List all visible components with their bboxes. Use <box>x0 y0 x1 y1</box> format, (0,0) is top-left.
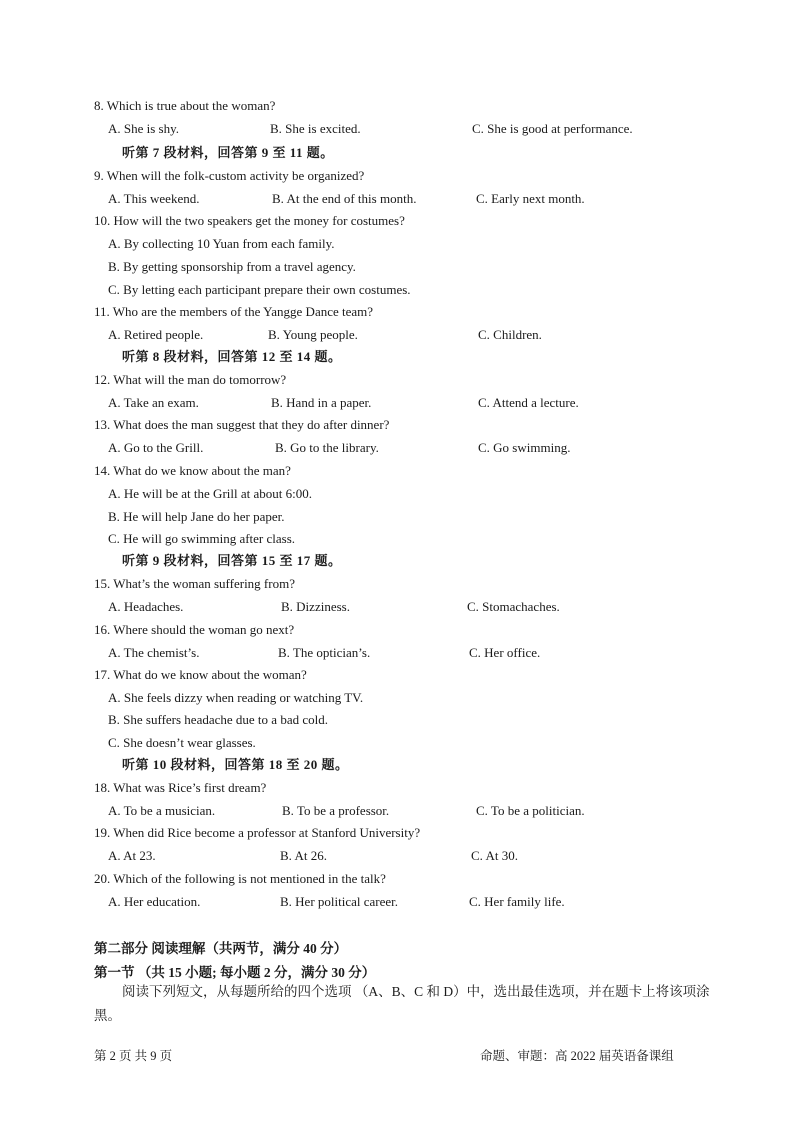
option-c: C. At 30. <box>471 848 518 863</box>
option-c: C. By letting each participant prepare their own costumes. <box>108 282 411 297</box>
question-11-options <box>108 327 758 343</box>
question-8: 8. Which is true about the woman? <box>94 98 276 113</box>
option-b: B. The optician’s. <box>278 645 371 660</box>
question-12: 12. What will the man do tomorrow? <box>94 372 287 387</box>
option-a: A. Headaches. <box>108 599 184 614</box>
question-9-options <box>108 191 758 207</box>
question-20-options <box>108 894 758 910</box>
segment-10-instruction: 听第 10 段材料，回答第 18 至 20 题。 <box>122 757 349 772</box>
segment-7-instruction: 听第 7 段材料，回答第 9 至 11 题。 <box>122 145 334 160</box>
question-10: 10. How will the two speakers get the money for costumes? <box>94 213 405 228</box>
option-b: B. Her political career. <box>280 894 399 909</box>
page-number: 第 2 页 共 9 页 <box>94 1049 173 1063</box>
segment-9-instruction: 听第 9 段材料，回答第 15 至 17 题。 <box>122 553 342 568</box>
question-8-options <box>108 121 758 137</box>
option-a: A. She feels dizzy when reading or watching TV. <box>108 690 364 705</box>
option-a: A. By collecting 10 Yuan from each family. <box>108 236 335 251</box>
question-9: 9. When will the folk-custom activity be organized? <box>94 168 365 183</box>
option-c: C. Her family life. <box>469 894 565 909</box>
question-17: 17. What do we know about the woman? <box>94 667 307 682</box>
option-a: A. Her education. <box>108 894 201 909</box>
option-a: A. She is shy. <box>108 121 180 136</box>
option-b: B. She suffers headache due to a bad cold. <box>108 712 328 727</box>
option-a: A. Retired people. <box>108 327 204 342</box>
question-14: 14. What do we know about the man? <box>94 463 291 478</box>
option-c: C. She is good at performance. <box>472 121 633 136</box>
option-c: C. Her office. <box>469 645 541 660</box>
question-13-options <box>108 440 758 456</box>
option-b: B. He will help Jane do her paper. <box>108 509 285 524</box>
option-a: A. To be a musician. <box>108 803 216 818</box>
option-a: A. The chemist’s. <box>108 645 200 660</box>
option-b: B. Go to the library. <box>275 440 379 455</box>
option-c: C. To be a politician. <box>476 803 585 818</box>
option-b: B. To be a professor. <box>282 803 390 818</box>
option-a: A. At 23. <box>108 848 156 863</box>
question-15: 15. What’s the woman suffering from? <box>94 576 295 591</box>
section-1-title: 第一节 （共 15 小题; 每小题 2 分，满分 30 分） <box>94 965 376 980</box>
option-a: A. Take an exam. <box>108 395 199 410</box>
option-a: A. This weekend. <box>108 191 200 206</box>
question-13: 13. What does the man suggest that they do after dinner? <box>94 417 390 432</box>
option-b: B. Dizziness. <box>281 599 350 614</box>
question-18: 18. What was Rice’s first dream? <box>94 780 267 795</box>
option-b: B. She is excited. <box>270 121 361 136</box>
question-20: 20. Which of the following is not mentioned in the talk? <box>94 871 386 886</box>
option-b: B. At 26. <box>280 848 327 863</box>
reading-instructions: 阅读下列短文，从每题所给的四个选项 （A、B、C 和 D）中，选出最佳选项，并在题卡上将该项涂黑。 <box>94 984 710 1023</box>
option-c: C. She doesn’t wear glasses. <box>108 735 256 750</box>
option-c: C. Stomachaches. <box>467 599 560 614</box>
option-b: B. By getting sponsorship from a travel agency. <box>108 259 356 274</box>
part-2-title: 第二部分 阅读理解（共两节，满分 40 分） <box>94 941 348 956</box>
option-c: C. He will go swimming after class. <box>108 531 296 546</box>
option-a: A. He will be at the Grill at about 6:00. <box>108 486 312 501</box>
option-a: A. Go to the Grill. <box>108 440 204 455</box>
question-16-options <box>108 645 758 661</box>
question-19-options <box>108 848 758 864</box>
option-b: B. Hand in a paper. <box>271 395 372 410</box>
segment-8-instruction: 听第 8 段材料，回答第 12 至 14 题。 <box>122 349 342 364</box>
option-b: B. Young people. <box>268 327 358 342</box>
option-b: B. At the end of this month. <box>272 191 417 206</box>
footer-author: 命题、审题：高 2022 届英语备课组 <box>480 1049 674 1063</box>
question-19: 19. When did Rice become a professor at Stanford University? <box>94 825 421 840</box>
question-15-options <box>108 599 758 615</box>
question-16: 16. Where should the woman go next? <box>94 622 295 637</box>
option-c: C. Attend a lecture. <box>478 395 579 410</box>
question-12-options <box>108 395 758 411</box>
option-c: C. Children. <box>478 327 542 342</box>
question-18-options <box>108 803 758 819</box>
question-11: 11. Who are the members of the Yangge Dance team? <box>94 304 374 319</box>
option-c: C. Early next month. <box>476 191 585 206</box>
option-c: C. Go swimming. <box>478 440 571 455</box>
